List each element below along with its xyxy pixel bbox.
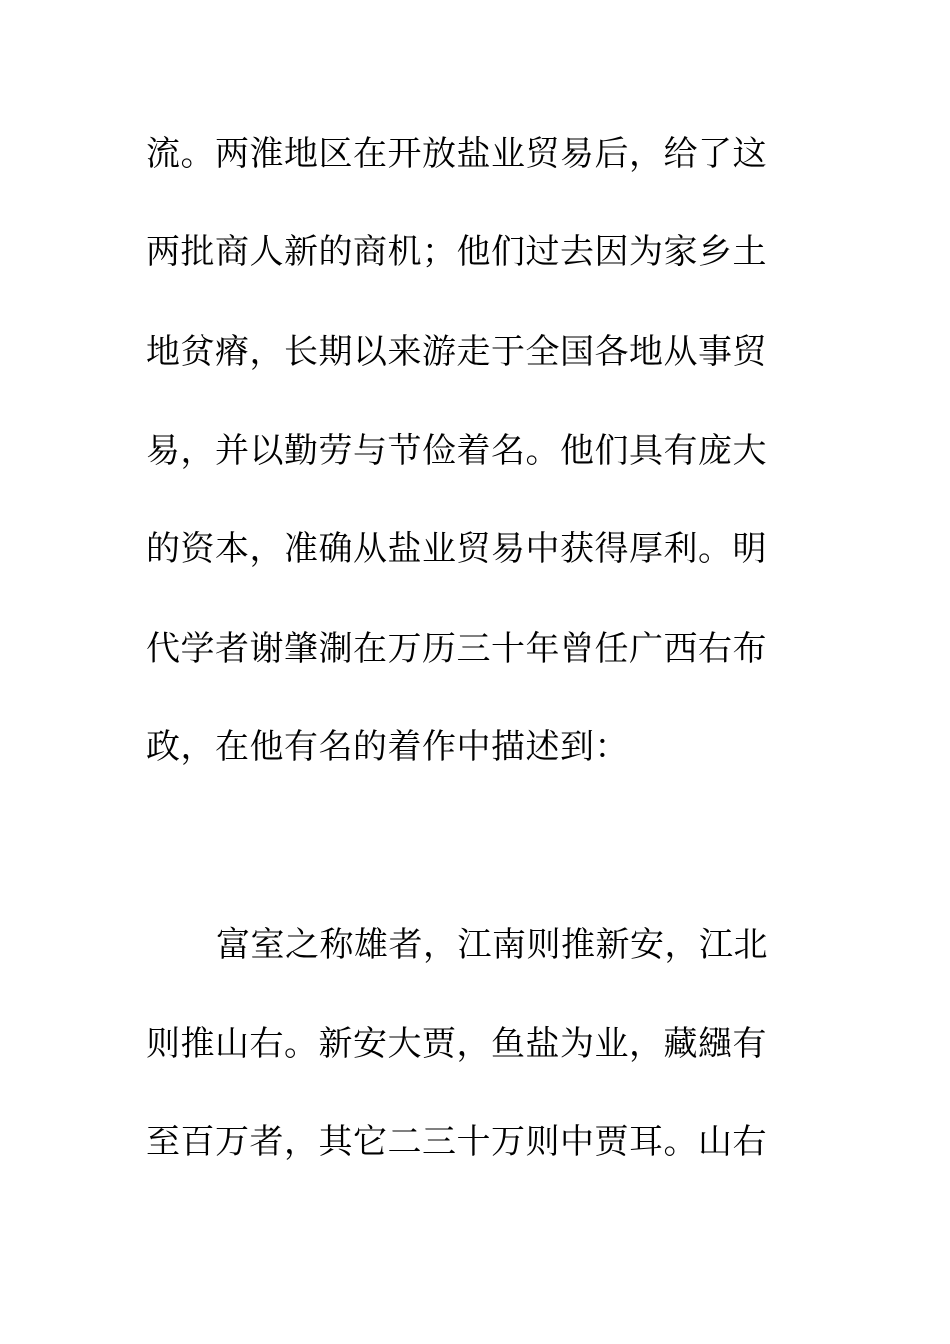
paragraph-line: 易，并以勤劳与节俭着名。他们具有庞大: [146, 431, 767, 471]
paragraph-line: 的资本，准确从盐业贸易中获得厚利。明: [146, 529, 767, 569]
quote-line: 富室之称雄者，江南则推新安，江北: [216, 925, 768, 965]
paragraph-line: 两批商人新的商机；他们过去因为家乡土: [146, 232, 767, 272]
paragraph-line: 地贫瘠，长期以来游走于全国各地从事贸: [146, 332, 767, 372]
quote-line: 则推山右。新安大贾，鱼盐为业，藏繦有: [146, 1024, 767, 1064]
paragraph-line: 政，在他有名的着作中描述到：: [146, 727, 629, 767]
paragraph-line: 流。两淮地区在开放盐业贸易后，给了这: [146, 134, 767, 174]
quote-line: 至百万者，其它二三十万则中贾耳。山右: [146, 1122, 767, 1162]
paragraph-line: 代学者谢肇淛在万历三十年曾任广西右布: [146, 629, 767, 669]
